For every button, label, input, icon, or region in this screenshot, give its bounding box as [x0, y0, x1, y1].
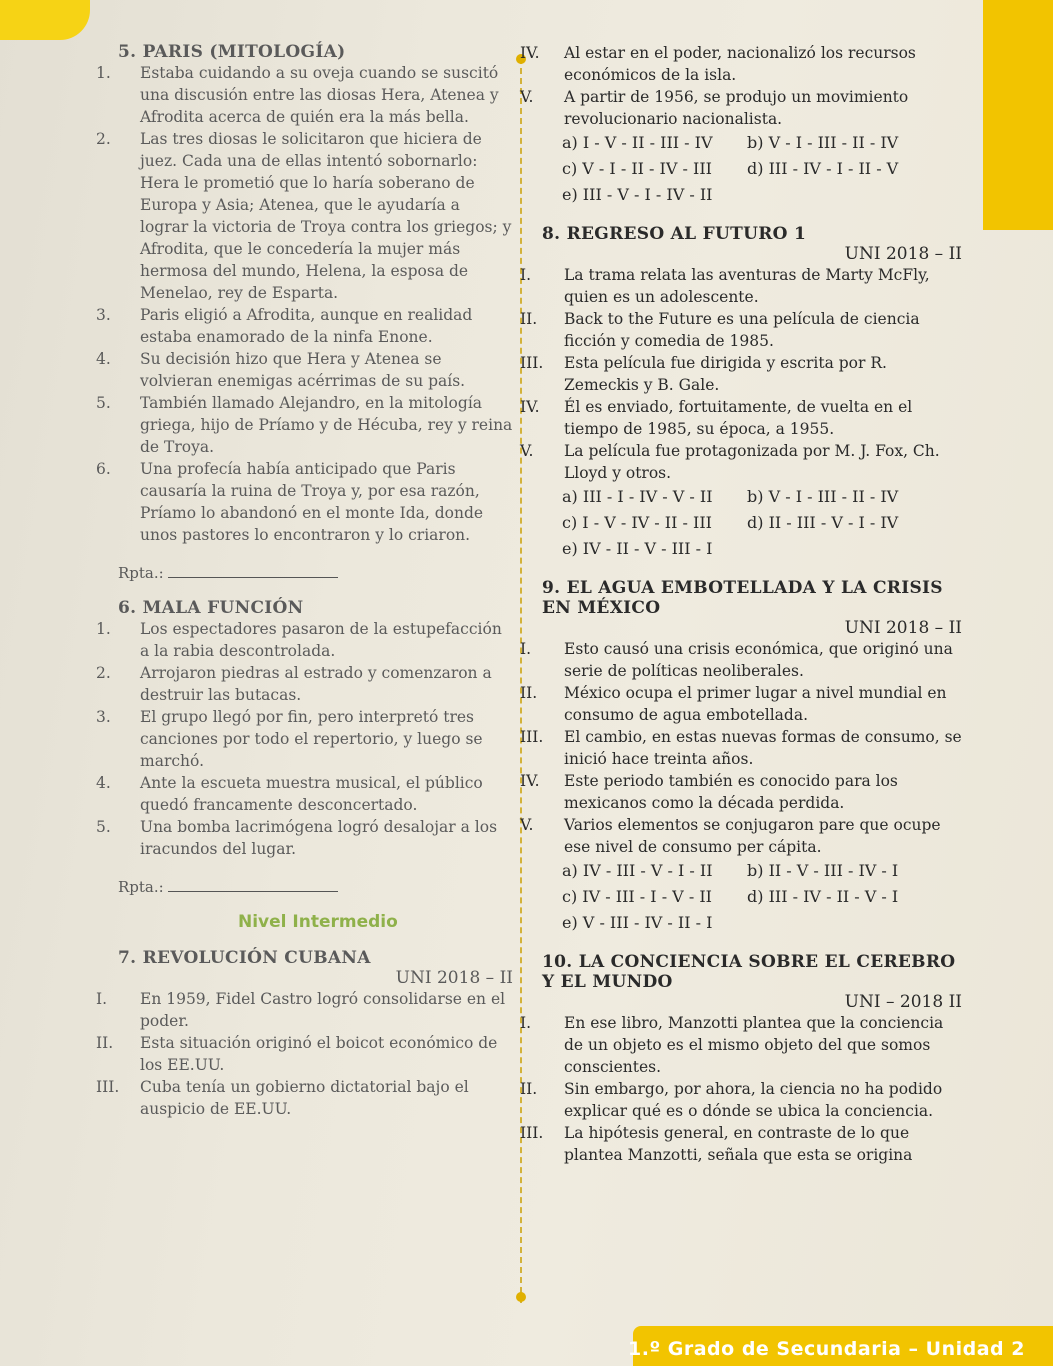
- option[interactable]: a) IV - III - V - I - II: [562, 861, 713, 880]
- list-item: IV. Este periodo también es conocido para los mexicanos como la década perdida.: [520, 772, 898, 812]
- list-item: V. A partir de 1956, se produjo un movimiento revolucionario nacionalista.: [520, 88, 909, 128]
- list-item: I. Esto causó una crisis económica, que originó una serie de políticas neoliberales.: [520, 640, 953, 680]
- option[interactable]: c) I - V - IV - II - III: [562, 513, 712, 532]
- answer-options: [542, 130, 962, 208]
- exam-tag: UNI 2018 – II: [844, 618, 962, 638]
- option[interactable]: b) II - V - III - IV - I: [747, 861, 899, 880]
- list-item: 4. Su decisión hizo que Hera y Atenea se volvieran enemigas acérrimas de su país.: [96, 350, 466, 390]
- list-item: 4. Ante la escueta muestra musical, el público quedó francamente desconcertado.: [96, 774, 483, 814]
- column-divider: [520, 58, 522, 1303]
- list-item: V. Varios elementos se conjugaron pare que ocupe ese nivel de consumo per cápita.: [520, 816, 941, 856]
- left-column: [96, 42, 513, 1120]
- section-title: 5. PARIS (MITOLOGÍA): [118, 42, 346, 62]
- list-item: 2. Las tres diosas le solicitaron que hiciera de juez. Cada una de ellas intentó sobornarlo: Hera le prometió que lo haría soberano de Europa y Asia; Atenea, que le ayudaría a lograr la victoria de Troya contra los griegos; y Afrodita, que le concedería la mujer más hermosa del mundo, Helena, la esposa de Menelao, rey de Esparta.: [96, 130, 512, 302]
- list-item: I. En ese libro, Manzotti plantea que la conciencia de un objeto es el mismo objeto del que somos conscientes.: [520, 1014, 944, 1076]
- right-column: [520, 42, 962, 1166]
- answer-options: [542, 484, 962, 562]
- option[interactable]: d) III - IV - II - V - I: [747, 887, 899, 906]
- list-item: II. Sin embargo, por ahora, la ciencia no ha podido explicar qué es o dónde se ubica la conciencia.: [520, 1080, 943, 1120]
- section-title: 8. REGRESO AL FUTURO 1: [542, 224, 807, 244]
- option[interactable]: d) II - III - V - I - IV: [747, 513, 899, 532]
- section-header: [118, 948, 513, 968]
- list-item: IV. Al estar en el poder, nacionalizó los recursos económicos de la isla.: [520, 44, 916, 84]
- section-title: 10. LA CONCIENCIA SOBRE EL CEREBRO Y EL MUNDO: [542, 952, 956, 992]
- corner-decoration: [0, 0, 90, 40]
- list-item: 3. Paris eligió a Afrodita, aunque en realidad estaba enamorado de la ninfa Enone.: [96, 306, 473, 346]
- list-item: 2. Arrojaron piedras al estrado y comenzaron a destruir las butacas.: [96, 664, 492, 704]
- exam-tag: UNI 2018 – II: [844, 244, 962, 264]
- list-item: III. La hipótesis general, en contraste de lo que plantea Manzotti, señala que esta se origina: [520, 1124, 913, 1164]
- option[interactable]: d) III - IV - I - II - V: [747, 159, 899, 178]
- answer-line: Rpta.:: [118, 564, 513, 582]
- level-heading: Nivel Intermedio: [238, 912, 398, 932]
- list-item: III. Cuba tenía un gobierno dictatorial bajo el auspicio de EE.UU.: [96, 1078, 469, 1118]
- list-item: III. Esta película fue dirigida y escrita por R. Zemeckis y B. Gale.: [520, 354, 887, 394]
- list-item: IV. Él es enviado, fortuitamente, de vuelta en el tiempo de 1985, su época, a 1955.: [520, 398, 913, 438]
- list-item: II. Esta situación originó el boicot económico de los EE.UU.: [96, 1034, 498, 1074]
- section-title: 7. REVOLUCIÓN CUBANA: [118, 948, 371, 968]
- section-title: 9. EL AGUA EMBOTELLADA Y LA CRISIS EN MÉXICO: [542, 578, 943, 618]
- option[interactable]: b) V - I - III - II - IV: [747, 487, 899, 506]
- list-item: I. En 1959, Fidel Castro logró consolidarse en el poder.: [96, 990, 506, 1030]
- divider-dot: [516, 1292, 526, 1302]
- exam-tag: UNI – 2018 II: [844, 992, 962, 1012]
- option[interactable]: e) IV - II - V - III - I: [562, 539, 713, 558]
- section-7-items: [96, 988, 513, 1120]
- list-item: III. El cambio, en estas nuevas formas de consumo, se inició hace treinta años.: [520, 728, 962, 768]
- option[interactable]: b) V - I - III - II - IV: [747, 133, 899, 152]
- option[interactable]: a) I - V - II - III - IV: [562, 133, 713, 152]
- list-item: II. México ocupa el primer lugar a nivel mundial en consumo de agua embotellada.: [520, 684, 947, 724]
- option[interactable]: c) V - I - II - IV - III: [562, 159, 712, 178]
- option[interactable]: a) III - I - IV - V - II: [562, 487, 713, 506]
- list-item: 1. Los espectadores pasaron de la estupefacción a la rabia descontrolada.: [96, 620, 502, 660]
- section-6-items: [96, 618, 513, 860]
- list-item: 5. También llamado Alejandro, en la mitología griega, hijo de Príamo y de Hécuba, rey y reina de Troya.: [96, 394, 513, 456]
- side-band: [983, 0, 1053, 230]
- footer-label: 1.º Grado de Secundaria – Unidad 2: [628, 1338, 1025, 1360]
- list-item: 3. El grupo llegó por fin, pero interpretó tres canciones por todo el repertorio, y luego se marchó.: [96, 708, 483, 770]
- option[interactable]: e) III - V - I - IV - II: [562, 185, 713, 204]
- section-5-items: [96, 62, 513, 546]
- option[interactable]: e) V - III - IV - II - I: [562, 913, 713, 932]
- list-item: 6. Una profecía había anticipado que Paris causaría la ruina de Troya y, por esa razón, Príamo lo abandonó en el monte Ida, donde unos pastores lo encontraron y lo criaron.: [96, 460, 484, 544]
- list-item: V. La película fue protagonizada por M. J. Fox, Ch. Lloyd y otros.: [520, 442, 940, 482]
- list-item: 5. Una bomba lacrimógena logró desalojar a los iracundos del lugar.: [96, 818, 498, 858]
- list-item: I. La trama relata las aventuras de Marty McFly, quien es un adolescente.: [520, 266, 930, 306]
- exam-tag: UNI 2018 – II: [395, 968, 513, 988]
- answer-line: Rpta.:: [118, 878, 513, 896]
- list-item: II. Back to the Future es una película de ciencia ficción y comedia de 1985.: [520, 310, 920, 350]
- list-item: 1. Estaba cuidando a su oveja cuando se suscitó una discusión entre las diosas Hera, Atenea y Afrodita acerca de quién era la más bella.: [96, 64, 499, 126]
- answer-options: [542, 858, 962, 936]
- option[interactable]: c) IV - III - I - V - II: [562, 887, 712, 906]
- section-title: 6. MALA FUNCIÓN: [118, 598, 304, 618]
